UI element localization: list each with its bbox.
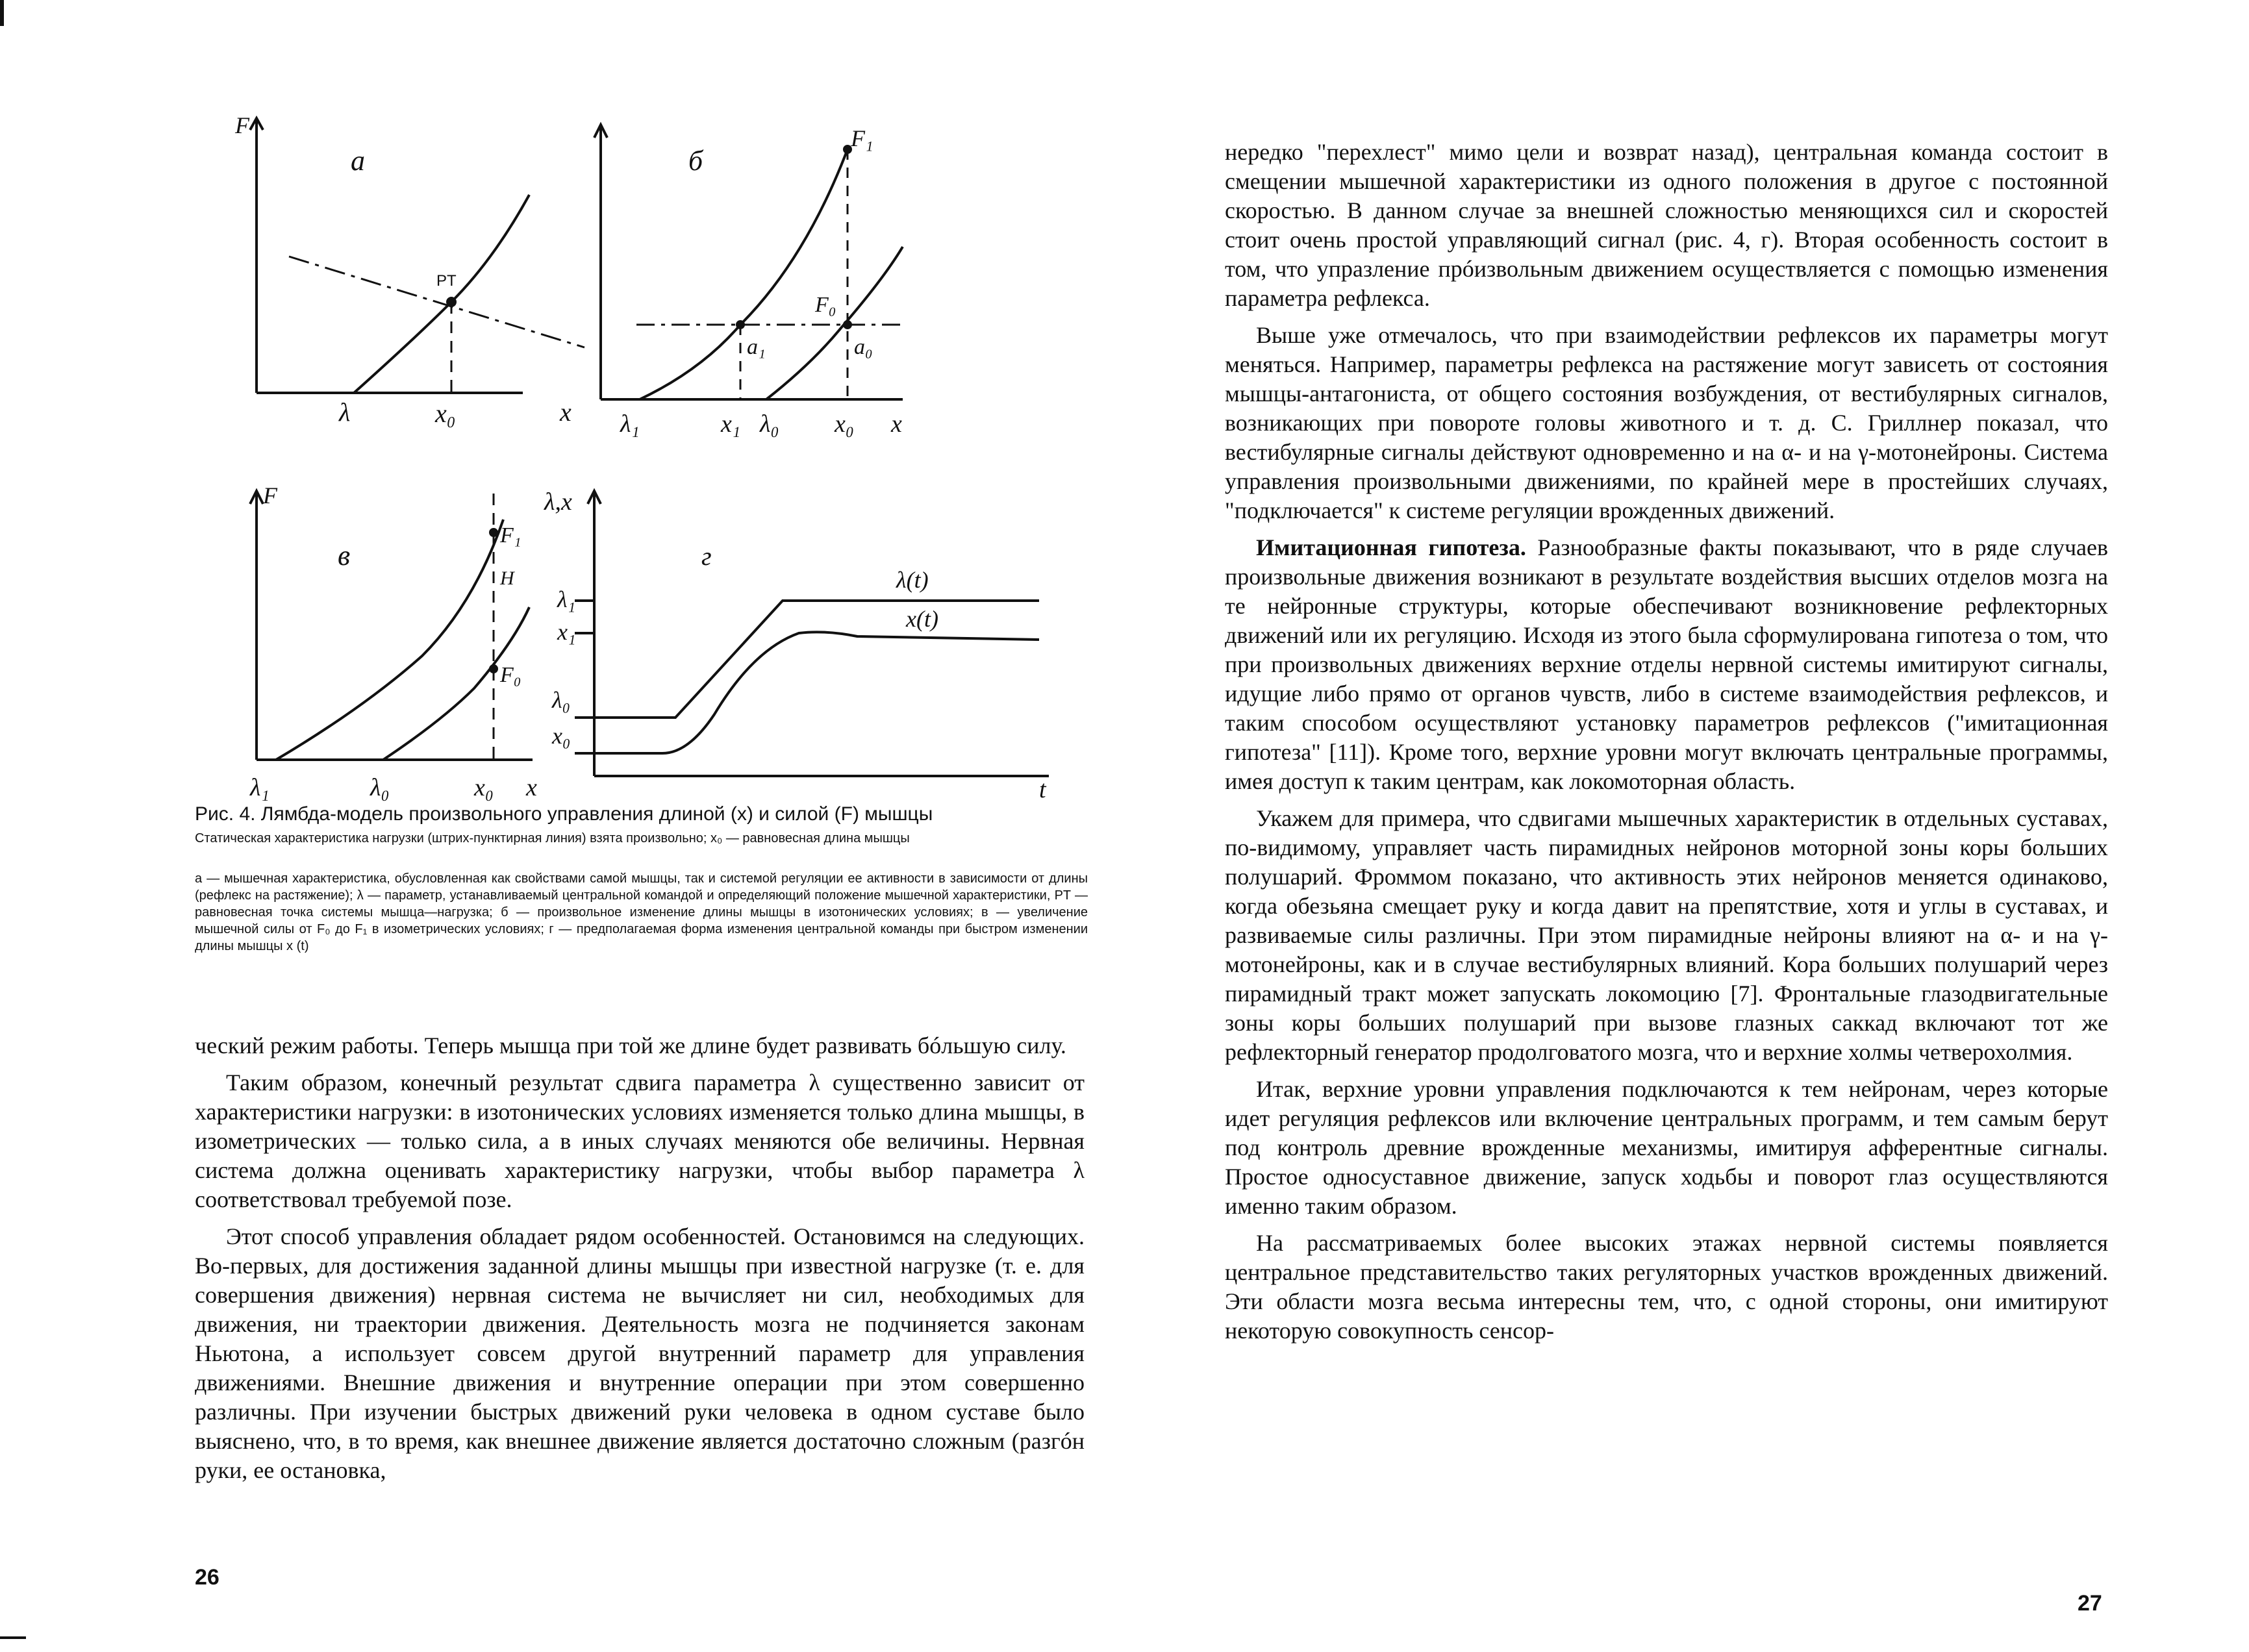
right-paragraph-5: Итак, верхние уровни управления подключаются к тем нейронам, через которые идет регуляция рефлексов или включение центральных программ, и тем самым берут под контроль древние врожденные механизмы, имитируя афферентные сигналы. Простое односуставное движение, запуск ходьбы и поворот глаз осуществляются именно таким образом. <box>1225 1076 2108 1219</box>
right-paragraph-6: На рассматриваемых более высоких этажах нервной системы появляется центральное представительство таких регуляторных участков врожденных движений. Эти области мозга весьма интересны тем, что, с одной стороны, они имитируют некоторую совокупность сенсор- <box>1225 1230 2108 1344</box>
figure-panels-v-g <box>0 0 1124 805</box>
panel-letter-v: в <box>338 540 351 571</box>
label-lambda1-b: λ₁ <box>620 410 640 438</box>
label-x1-g: x₁ <box>557 619 576 645</box>
axis-label-t: t <box>1039 776 1046 803</box>
label-x0-v: x₀ <box>474 774 494 801</box>
label-x0-g: x₀ <box>552 723 571 749</box>
axis-label-lambda-x: λ,x <box>544 488 572 516</box>
right-paragraph-2: Выше уже отмечалось, что при взаимодействии рефлексов их параметры могут меняться. Например, параметры рефлекса на растяжение могут зависеть от состояния мышцы-антагониста, от общего состояния возбуждения, от вестибулярных сигналов, возникающих при повороте головы животного и т. д. С. Гриллнер показал, что вестибулярные сигналы действуют одновременно и на α- и на γ-мотонейроны. Система управления произвольными движениями, по крайней мере в простейших случаях, "подключается" к системе регуляции врожденных движений. <box>1225 322 2108 523</box>
label-F1-b: F₁ <box>851 125 873 151</box>
axis-label-x-v: x <box>526 774 537 801</box>
axis-label-x: x <box>560 397 572 427</box>
label-lambda0-b: λ₀ <box>760 410 779 438</box>
axis-label-x-b: x <box>891 410 902 438</box>
right-paragraph-3 <box>1225 533 2108 796</box>
curve-label-lambda-t: λ(t) <box>896 567 929 593</box>
label-F0-v: F₀ <box>500 663 521 687</box>
axis-label-F-v: F <box>263 482 277 508</box>
label-a0: a₀ <box>854 335 873 359</box>
page-number-left: 26 <box>195 1565 220 1590</box>
panel-letter-g: г <box>701 542 712 571</box>
right-paragraph-1: нередко "перехлест" мимо цели и возврат назад), центральная команда состоит в смещении мышечной характеристики из одного положения в другое с постоянной скоростью. В данном случае за внешней сложностью меняющихся сил и скоростей стоит очень простой управляющий сигнал (рис. 4, г). Вторая особенность состоит в том, что упразление прóизвольным движением осуществляется с помощью изменения параметра рефлекса. <box>1225 139 2108 311</box>
label-H: H <box>500 568 514 589</box>
figure-caption-note: Статическая характеристика нагрузки (штрих-пунктирная линия) взята произвольно; x₀ — равновесная длина мышцы <box>195 831 910 845</box>
label-x0: x₀ <box>435 399 456 428</box>
left-paragraph-2: Таким образом, конечный результат сдвига параметра λ существенно зависит от характеристики нагрузки: в изотонических условиях изменяется только длина мышцы, в изометрических — только сила, а в иных случаях меняются обе величины. Нервная система должна оценивать характеристику нагрузки, чтобы выбор параметра λ соответствовал требуемой позе. <box>195 1070 1085 1212</box>
left-page <box>0 0 1124 1652</box>
left-body-text <box>195 1031 1085 1485</box>
section-heading-imitation: Имитационная гипотеза. <box>1256 534 1526 560</box>
label-lambda: λ <box>339 397 351 427</box>
label-lambda1-v: λ₁ <box>250 774 270 801</box>
axis-label-F: F <box>235 112 249 138</box>
figure-caption-legend: а — мышечная характеристика, обусловленная как свойствами самой мышцы, так и системой регуляции ее активности в зависимости от длины (рефлекс на растяжение); λ — параметр, устанавливаемый центральной командой и определяющий положение мышечной характеристики, PT — равновесная точка системы мышца—нагрузка; б — произвольное изменение длины мышцы в изотонических условиях; в — увеличение мышечной силы от F₀ до F₁ в изометрических условиях; г — предполагаемая форма изменения центральной команды при быстром изменении длины мышцы x (t) <box>195 871 1088 953</box>
curve-label-x-t: x(t) <box>906 606 938 632</box>
right-paragraph-3-text: Разнообразные факты показывают, что в ряде случаев произвольные движения возникают в результате воздействия высших отделов мозга на те нейронные структуры, которые обеспечивают возникновение рефлекторных движений или их регуляцию. Исходя из этого была сформулирована гипотеза о том, что при произвольных движениях верхние отделы нервной системы имитируют сигналы, идущие либо прямо от органов чувств, либо в системе взаимодействия рефлексов, и таким способом осуществляют установку параметров рефлексов ("имитационная гипотеза" [11]). Кроме того, верхние уровни могут включать центральные программы, имея доступ к таким центрам, как локомоторная область. <box>1225 534 2109 794</box>
page-number-right: 27 <box>2078 1591 2102 1616</box>
label-F1-v: F₁ <box>500 523 521 547</box>
panel-letter-b: б <box>688 145 703 177</box>
label-lambda0-v: λ₀ <box>370 774 390 801</box>
right-body-text <box>1225 138 2108 1345</box>
right-paragraph-4: Укажем для примера, что сдвигами мышечных характеристик в отдельных суставах, по-видимому, управляет часть пирамидных нейронов моторной зоны коры больших полушарий. Фроммом показано, что активность этих нейронов меняется одинаково, когда обезьяна смещает руку и когда давит на препятствие, хотя и углы в суставах, и развиваемые силы различны. При этом пирамидные нейроны влияют на α- и на γ-мотонейроны, как и в случае вестибулярных влияний. Кора больших полушарий через пирамидный тракт может запускать локомоцию [7]. Фронтальные глазодвигательные зоны коры больших полушарий при вызове глазных саккад включают тот же рефлекторный генератор продолговатого мозга, что и верхние холмы четверохолмия. <box>1225 805 2108 1065</box>
label-lambda1-g: λ₁ <box>557 586 576 612</box>
label-x1-b: x₁ <box>721 410 741 438</box>
figure-caption-title: Рис. 4. Лямбда-модель произвольного управления длиной (x) и силой (F) мышцы <box>195 803 933 825</box>
left-paragraph-3: Этот способ управления обладает рядом особенностей. Остановимся на следующих. Во-первых, для достижения заданной длины мышцы при известной нагрузке (т. е. для совершения движения) нервная система не вычисляет ни сил, необходимых для движения, ни траектории движения. Деятельность мозга не подчиняется законам Ньютона, а использует совсем другой внутренний параметр для управления движениями. Внешние движения и внутренние операции при этом совершенно различны. При изучении быстрых движений руки человека в одном суставе было выяснено, что, в то время, как внешнее движение является достаточно сложным (разгóн руки, ее остановка, <box>195 1223 1085 1483</box>
panel-letter-a: а <box>351 145 365 177</box>
right-page <box>1124 0 2249 1652</box>
label-F0-b: F₀ <box>815 293 836 317</box>
label-lambda0-g: λ₀ <box>552 687 571 713</box>
left-paragraph-1: ческий режим работы. Теперь мышца при той же длине будет развивать бóльшую силу. <box>195 1032 1066 1058</box>
label-x0-b: x₀ <box>835 410 855 438</box>
label-a1: a₁ <box>747 335 766 359</box>
label-PT: PT <box>436 272 457 290</box>
